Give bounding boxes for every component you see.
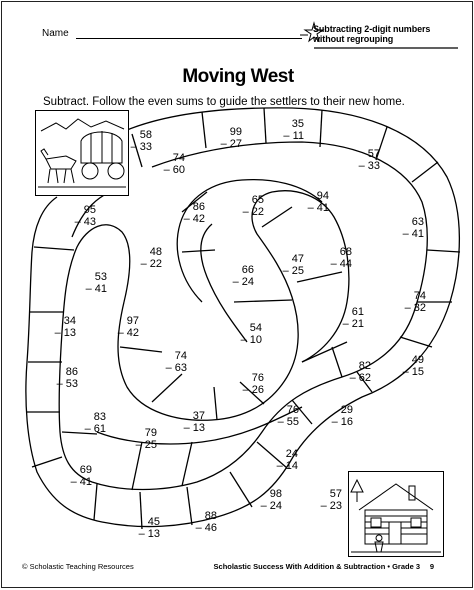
minuend: 34 [63,315,76,327]
log-cabin-illustration [348,471,444,557]
problem-23 [331,360,371,384]
subtrahend: – 15 [402,366,424,378]
subtrahend: – 24 [232,276,254,288]
problem-15 [67,271,107,295]
minuend: 49 [411,354,424,366]
minuend: 45 [147,516,160,528]
covered-wagon-illustration [35,110,129,196]
problem-19 [222,322,262,346]
subtrahend: – 16 [331,416,353,428]
subtrahend: – 41 [307,202,329,214]
minuend: 74 [172,152,185,164]
minuend: 98 [269,488,282,500]
subtrahend: – 10 [240,334,262,346]
problem-13 [312,246,352,270]
problem-18 [99,315,139,339]
subtrahend: – 27 [220,138,242,150]
subtrahend: – 24 [260,500,282,512]
minuend: 53 [94,271,107,283]
subtrahend: – 63 [165,362,187,374]
subtrahend: – 46 [195,522,217,534]
book-footer: Scholastic Success With Addition & Subtraction • Grade 3 [213,562,420,571]
wagon-icon [36,111,128,195]
problem-1 [112,129,152,153]
minuend: 76 [251,372,264,384]
subtrahend: – 41 [70,476,92,488]
minuend: 35 [291,118,304,130]
page-number: 9 [429,562,434,571]
problem-29 [313,404,353,428]
problem-11 [122,246,162,270]
subtrahend: – 13 [183,422,205,434]
minuend: 29 [340,404,353,416]
subtrahend: – 13 [54,327,76,339]
problem-34 [302,488,342,512]
subtrahend: – 53 [56,378,78,390]
subtrahend: – 11 [283,130,304,142]
minuend: 97 [126,315,139,327]
subtrahend: – 41 [402,228,424,240]
minuend: 74 [413,290,426,302]
problem-32 [52,464,92,488]
subtrahend: – 43 [74,216,96,228]
subtrahend: – 32 [404,302,426,314]
subtrahend: – 25 [282,265,304,277]
subtrahend: – 44 [330,258,352,270]
minuend: 61 [351,306,364,318]
copyright-footer: © Scholastic Teaching Resources [22,562,134,571]
problem-35 [120,516,160,540]
topic-line-2: without regrouping [313,34,394,44]
minuend: 48 [149,246,162,258]
subtrahend: – 42 [183,213,205,225]
minuend: 68 [339,246,352,258]
problem-8 [289,190,329,214]
subtrahend: – 22 [140,258,162,270]
minuend: 58 [139,129,152,141]
problem-33 [242,488,282,512]
minuend: 76 [286,404,299,416]
minuend: 66 [241,264,254,276]
problem-7 [224,194,264,218]
problem-28 [259,404,299,428]
subtrahend: – 60 [163,164,185,176]
problem-24 [384,354,424,378]
subtrahend: – 61 [84,423,106,435]
subtrahend: – 14 [276,460,298,472]
instructions: Subtract. Follow the even sums to guide the settlers to their new home. [43,96,405,108]
problem-25 [224,372,264,396]
subtrahend: – 21 [342,318,364,330]
subtrahend: – 22 [242,206,264,218]
minuend: 63 [411,216,424,228]
problem-20 [324,306,364,330]
problem-10 [384,216,424,240]
problem-17 [36,315,76,339]
subtrahend: – 55 [277,416,299,428]
minuend: 69 [79,464,92,476]
subtrahend: – 23 [320,500,342,512]
problem-31 [258,448,298,472]
subtrahend: – 42 [117,327,139,339]
minuend: 86 [65,366,78,378]
problem-21 [147,350,187,374]
cabin-icon [349,472,443,556]
worksheet-page [1,1,473,588]
minuend: 82 [358,360,371,372]
minuend: 83 [93,411,106,423]
subtrahend: – 13 [138,528,160,540]
problem-3 [264,118,304,142]
problem-26 [66,411,106,435]
minuend: 54 [249,322,262,334]
subtrahend: – 62 [349,372,371,384]
problem-36 [177,510,217,534]
problem-22 [38,366,78,390]
minuend: 24 [285,448,298,460]
problem-14 [214,264,254,288]
problem-4 [340,148,380,172]
problem-6 [165,201,205,225]
minuend: 57 [367,148,380,160]
minuend: 47 [291,253,304,265]
minuend: 57 [329,488,342,500]
minuend: 79 [144,427,157,439]
minuend: 65 [251,194,264,206]
problem-2 [202,126,242,150]
problem-12 [264,253,304,277]
minuend: 88 [204,510,217,522]
subtrahend: – 26 [242,384,264,396]
subtrahend: – 41 [85,283,107,295]
minuend: 37 [192,410,205,422]
subtrahend: – 33 [358,160,380,172]
problem-5 [145,152,185,176]
minuend: 95 [83,204,96,216]
minuend: 94 [316,190,329,202]
topic-line-1: Subtracting 2-digit numbers [313,24,431,34]
problem-9 [56,204,96,228]
page-title: Moving West [182,66,294,87]
problem-30 [117,427,157,451]
problem-16 [386,290,426,314]
minuend: 86 [192,201,205,213]
minuend: 74 [174,350,187,362]
subtrahend: – 25 [135,439,157,451]
name-label: Name [42,28,69,39]
problem-27 [165,410,205,434]
minuend: 99 [229,126,242,138]
subtrahend: – 33 [130,141,152,153]
